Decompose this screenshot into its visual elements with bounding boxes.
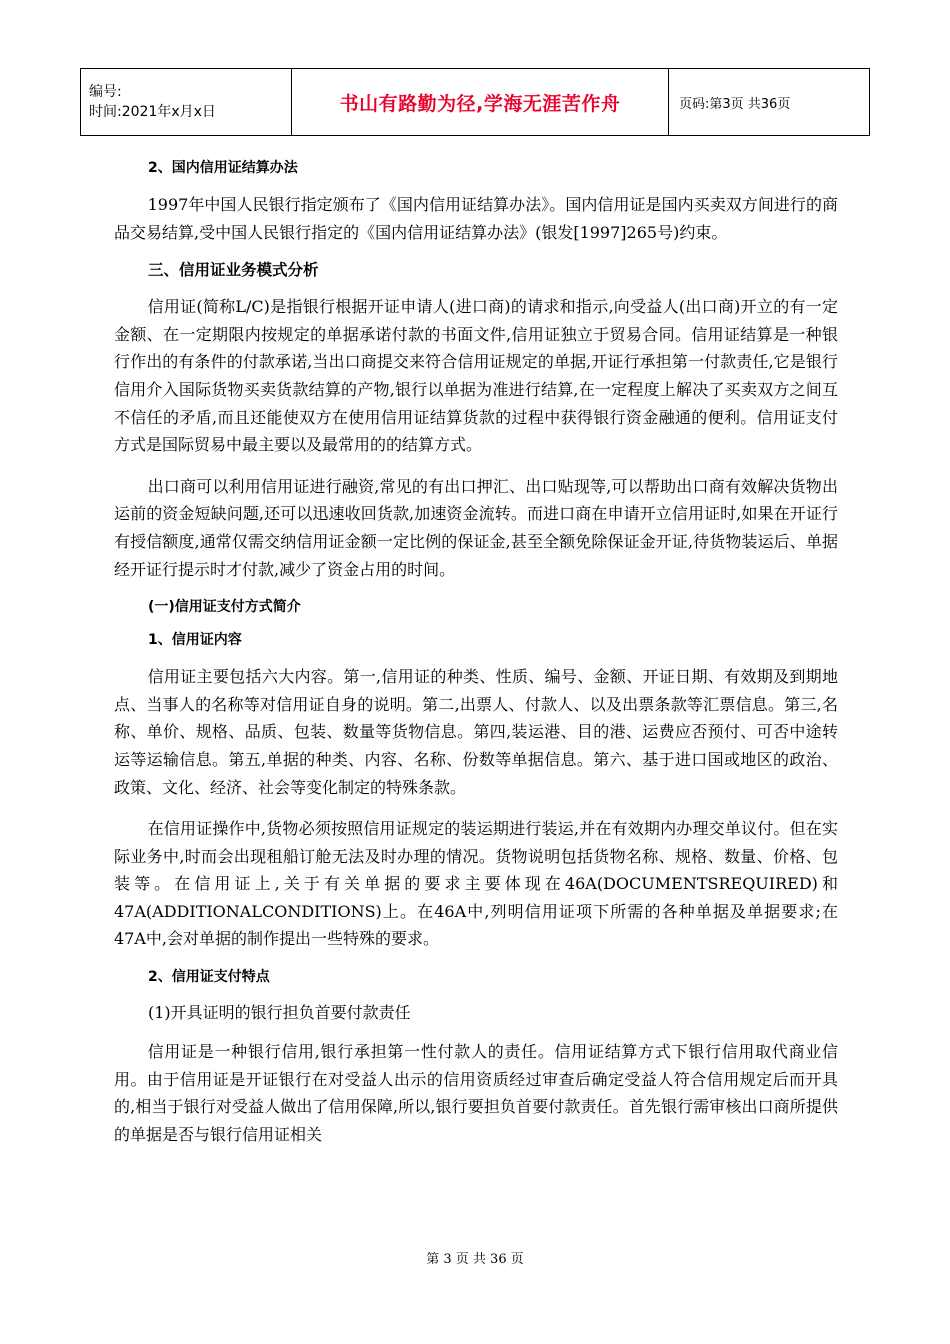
paragraph: 信用证是一种银行信用,银行承担第一性付款人的责任。信用证结算方式下银行信用取代商业信用。由于信用证是开证银行在对受益人出示的信用资质经过审查后确定受益人符合信用规定后而开具的,相当于银行对受益人做出了信用保障,所以,银行要担负首要付款责任。首先银行需审核出口商所提供的单据是否与银行信用证相关	[114, 1042, 838, 1144]
section-heading-lc-content: 1、信用证内容	[148, 632, 242, 649]
subsection-heading: (1)开具证明的银行担负首要付款责任	[148, 1003, 411, 1023]
document-number-label: 编号:	[89, 84, 122, 100]
paragraph: 1997年中国人民银行指定颁布了《国内信用证结算办法》。国内信用证是国内买卖双方间进行的商品交易结算,受中国人民银行指定的《国内信用证结算办法》(银发[1997]265号)约束。	[114, 195, 838, 242]
paragraph: 在信用证操作中,货物必须按照信用证规定的装运期进行装运,并在有效期内办理交单议付。但在实际业务中,时而会出现租船订舱无法及时办理的情况。货物说明包括货物名称、规格、数量、价格、包装等。在信用证上,关于有关单据的要求主要体现在46A(DOCUMENTSREQUIRED)和47A(ADDITIONALCONDITIONS)上。在46A中,列明信用证项下所需的各种单据及单据要求;在47A中,会对单据的制作提出一些特殊的要求。	[114, 819, 838, 949]
header-motto: 书山有路勤为径,学海无涯苦作舟	[292, 69, 669, 136]
header-meta-cell	[81, 69, 292, 136]
document-time-label: 时间:2021年x月x日	[89, 104, 216, 120]
section-heading-domestic-lc: 2、国内信用证结算办法	[148, 160, 298, 176]
chapter-heading-lc-analysis: 三、信用证业务模式分析	[148, 261, 319, 280]
section-heading-lc-intro: (一)信用证支付方式简介	[148, 599, 301, 616]
paragraph: 出口商可以利用信用证进行融资,常见的有出口押汇、出口贴现等,可以帮助出口商有效解决货物出运前的资金短缺问题,还可以迅速收回货款,加速资金流转。而进口商在申请开立信用证时,如果在开证行有授信额度,通常仅需交纳信用证金额一定比例的保证金,甚至全额免除保证金开证,待货物装运后、单据经开证行提示时才付款,减少了资金占用的时间。	[114, 476, 838, 579]
document-header	[80, 68, 870, 136]
page-footer: 第 3 页 共 36 页	[426, 1252, 524, 1267]
header-page-info: 页码:第3页 共36页	[669, 69, 870, 136]
paragraph: 信用证主要包括六大内容。第一,信用证的种类、性质、编号、金额、开证日期、有效期及到期地点、当事人的名称等对信用证自身的说明。第二,出票人、付款人、以及出票条款等汇票信息。第三,名称、单价、规格、品质、包装、数量等货物信息。第四,装运港、目的港、运费应否预付、可否中途转运等运输信息。第五,单据的种类、内容、名称、份数等单据信息。第六、基于进口国或地区的政治、政策、文化、经济、社会等变化制定的特殊条款。	[114, 667, 838, 797]
paragraph: 信用证(简称L/C)是指银行根据开证申请人(进口商)的请求和指示,向受益人(出口商)开立的有一定金额、在一定期限内按规定的单据承诺付款的书面文件,信用证独立于贸易合同。信用证结算是一种银行作出的有条件的付款承诺,当出口商提交来符合信用证规定的单据,开证行承担第一付款责任,它是银行信用介入国际货物买卖货款结算的产物,银行以单据为准进行结算,在一定程度上解决了买卖双方之间互不信任的矛盾,而且还能使双方在使用信用证结算货款的过程中获得银行资金融通的便利。信用证支付方式是国际贸易中最主要以及最常用的的结算方式。	[114, 297, 838, 455]
section-heading-lc-features: 2、信用证支付特点	[148, 969, 270, 986]
document-body	[114, 158, 838, 1162]
